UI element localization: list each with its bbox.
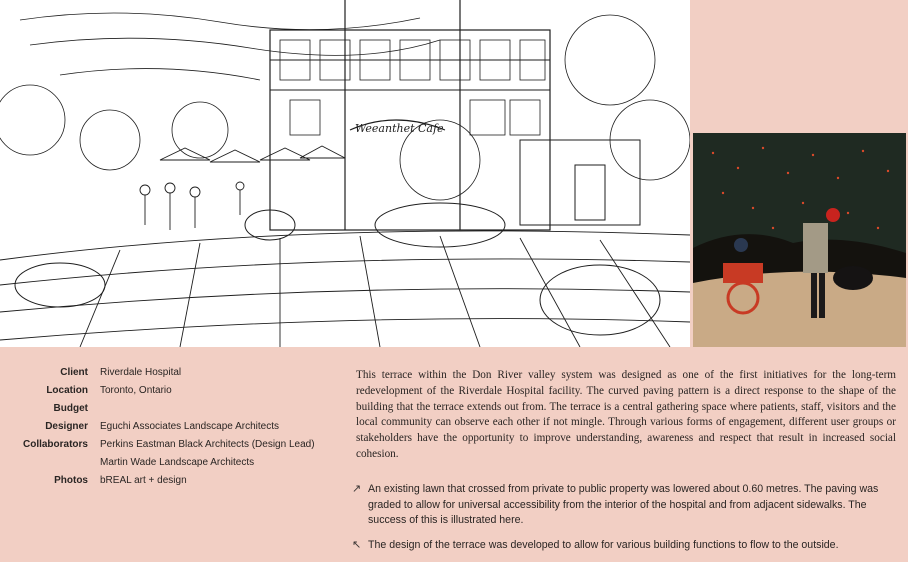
cafe-sign-text: Weeanthet Cafe — [355, 122, 444, 135]
info-value: bREAL art + design — [100, 475, 187, 486]
arrow-up-left-icon: ↖ — [352, 539, 362, 551]
info-row-client — [0, 364, 340, 382]
caption-2 — [352, 538, 900, 554]
terrace-sketch-image — [0, 0, 690, 347]
info-row-budget — [0, 400, 340, 418]
info-label: Photos — [54, 475, 88, 486]
info-row-photos — [0, 472, 340, 490]
info-label: Designer — [45, 421, 88, 432]
info-value: Martin Wade Landscape Architects — [100, 457, 255, 468]
info-label: Budget — [53, 403, 88, 414]
info-value: Toronto, Ontario — [100, 385, 172, 396]
info-label — [0, 454, 100, 472]
night-photo-image — [693, 133, 906, 347]
info-value: Perkins Eastman Black Architects (Design Lead) — [100, 439, 315, 450]
info-value: Riverdale Hospital — [100, 367, 182, 378]
info-label: Client — [60, 367, 88, 378]
info-row-collaborators-2 — [0, 454, 340, 472]
info-value — [100, 400, 340, 418]
caption-1 — [352, 482, 900, 529]
project-info-table — [0, 364, 340, 490]
project-description: This terrace within the Don River valley system was designed as one of the first initiatives for the long-term redevelopment of the Riverdale Hospital facility. The curved paving pattern is a direct response to the shape of the building that the terrace extends out from. The terrace is a central gathering space where patients, staff, visitors and the local community can observe each other if not mingle. Through various forms of engagement, different user groups or stakeholders have the opportunity to improve understanding, awareness and respect that result in increased social cohesion. — [356, 369, 896, 460]
info-row-designer — [0, 418, 340, 436]
caption-text: The design of the terrace was developed to allow for various building functions to flow to the outside. — [368, 539, 839, 551]
arrow-up-right-icon: ↗ — [352, 483, 362, 495]
info-label: Collaborators — [22, 439, 88, 450]
caption-text: An existing lawn that crossed from private to public property was lowered about 0.60 metres. The paving was graded to allow for universal accessibility from the interior of the hospital and from adjacent sidewalks. The success of this is illustrated here. — [368, 483, 879, 527]
info-row-collaborators — [0, 436, 340, 454]
info-value: Eguchi Associates Landscape Architects — [100, 421, 279, 432]
info-label: Location — [46, 385, 88, 396]
info-row-location — [0, 382, 340, 400]
